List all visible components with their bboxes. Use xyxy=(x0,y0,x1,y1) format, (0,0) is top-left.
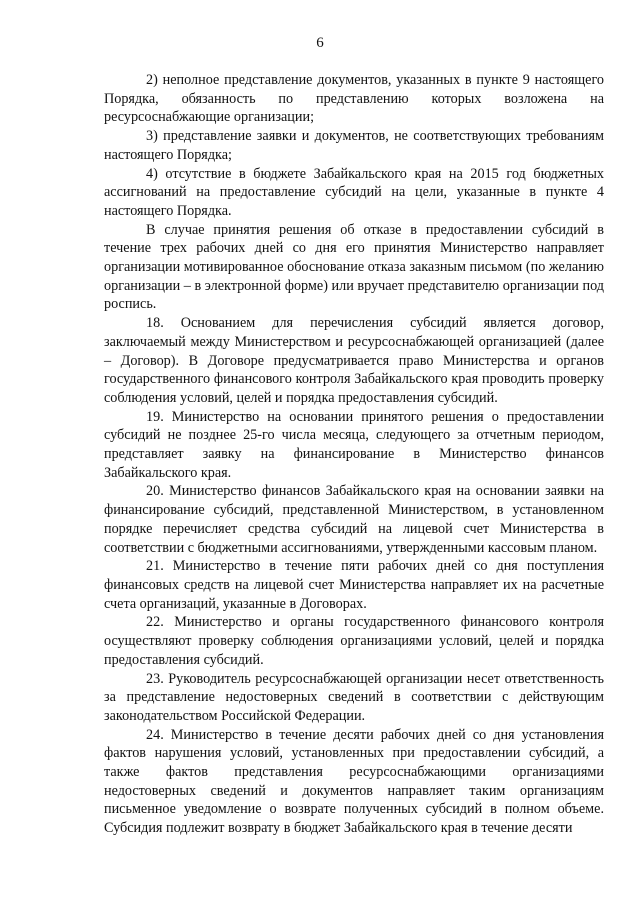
document-body xyxy=(104,71,604,838)
paragraph-refusal-notice: В случае принятия решения об отказе в предоставлении субсидий в течение трех рабочих дней со дня его принятия Министерство направляет организации мотивированное обоснование отказа заказным письмом (по желанию организации – в электронной форме) или вручает представителю организации под роспись. xyxy=(104,221,604,313)
paragraph-18: 18. Основанием для перечисления субсидий является договор, заключаемый между Министерством и ресурсоснабжающей организацией (далее – Договор). В Договоре предусматривается право Министерства и органов государственного финансового контроля Забайкальского края проводить проверку соблюдения условий, целей и порядка предоставления субсидий. xyxy=(104,315,604,406)
paragraph-24: 24. Министерство в течение десяти рабочих дней со дня установления фактов нарушения условий, установленных при предоставлении субсидий, а также фактов представления ресурсоснабжающими организациями недостоверных сведений и документов направляет таким организациям письменное уведомление о возврате полученных субсидий в полном объеме. Субсидия подлежит возврату в бюджет Забайкальского края в течение десяти xyxy=(104,726,604,837)
paragraph-21: 21. Министерство в течение пяти рабочих дней со дня поступления финансовых средств на лицевой счет Министерства направляет их на расчетные счета организаций, указанные в Договорах. xyxy=(104,558,604,612)
paragraph-item-2: 2) неполное представление документов, указанных в пункте 9 настоящего Порядка, обязанность по представлению которых возложена на ресурсоснабжающие организации; xyxy=(104,72,604,126)
paragraph-19: 19. Министерство на основании принятого решения о предоставлении субсидий не позднее 25-го числа месяца, следующего за отчетным периодом, представляет заявку на финансирование в Министерство финансов Забайкальского края. xyxy=(104,408,604,481)
paragraph-item-3: 3) представление заявки и документов, не соответствующих требованиям настоящего Порядка; xyxy=(104,128,604,163)
paragraph-23: 23. Руководитель ресурсоснабжающей организации несет ответственность за представление недостоверных сведений в соответствии с действующим законодательством Российской Федерации. xyxy=(104,670,604,724)
page-number: 6 xyxy=(316,35,324,51)
paragraph-item-4: 4) отсутствие в бюджете Забайкальского края на 2015 год бюджетных ассигнований на предоставление субсидий на цели, указанные в пункте 4 настоящего Порядка. xyxy=(104,165,604,219)
paragraph-20: 20. Министерство финансов Забайкальского края на основании заявки на финансирование субсидий, представленной Министерством, в установленном порядке перечисляет средства субсидий на лицевой счет Министерства в соответствии с бюджетными ассигнованиями, утвержденными кассовым планом. xyxy=(104,483,604,556)
paragraph-22: 22. Министерство и органы государственного финансового контроля осуществляют проверку соблюдения организациями условий, целей и порядка предоставления субсидий. xyxy=(104,614,604,668)
